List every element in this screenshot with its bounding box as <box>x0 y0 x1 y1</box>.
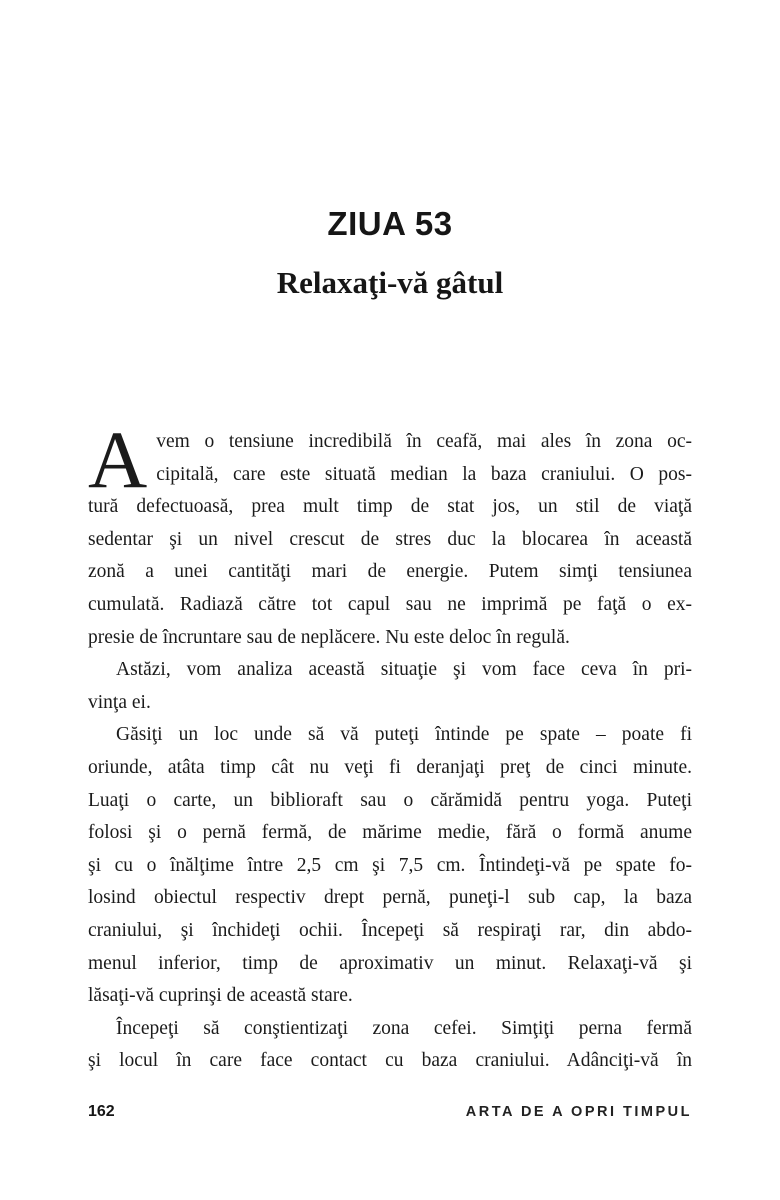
text-line: vinţa ei. <box>88 691 151 713</box>
text-line: losind obiectul respectiv drept pernă, puneţi-l sub cap, la baza <box>88 887 692 909</box>
text-line: zonă a unei cantităţi mari de energie. Putem simţi tensiunea <box>88 561 692 583</box>
paragraph <box>88 1013 692 1078</box>
text-line: şi cu o înălţime între 2,5 cm şi 7,5 cm. Întindeţi-vă pe spate fo- <box>88 854 692 876</box>
text-line: cipitală, care este situată median la baza craniului. O pos- <box>156 463 692 485</box>
paragraph <box>88 719 692 1012</box>
drop-cap: A <box>88 414 148 505</box>
text-line: menul inferior, timp de aproximativ un minut. Relaxaţi-vă şi <box>88 952 692 974</box>
paragraph <box>88 654 692 719</box>
text-line: şi locul în care face contact cu baza craniului. Adânciţi-vă în <box>88 1050 692 1072</box>
paragraph <box>88 414 692 654</box>
running-title: ARTA DE A OPRI TIMPUL <box>465 1104 692 1120</box>
text-line: presie de încruntare sau de neplăcere. Nu este deloc în regulă. <box>88 626 570 648</box>
text-line: Găsiţi un loc unde să vă puteţi întinde pe spate – poate fi <box>116 724 692 746</box>
text-line: vem o tensiune incredibilă în ceafă, mai ales în zona oc- <box>156 431 692 452</box>
chapter-number: ZIUA 53 <box>327 205 453 242</box>
text-line: oriunde, atâta timp cât nu veţi fi deranjaţi preţ de cinci minute. <box>88 756 692 778</box>
text-line: Astăzi, vom analiza această situaţie şi vom face ceva în pri- <box>116 659 692 681</box>
page-footer <box>88 1103 692 1121</box>
text-line: sedentar şi un nivel crescut de stres duc la blocarea în această <box>88 528 692 550</box>
text-line: Începeţi să conştientizaţi zona cefei. Simţiţi perna fermă <box>116 1017 692 1039</box>
text-line: tură defectuoasă, prea mult timp de stat jos, un stil de viaţă <box>88 496 692 518</box>
chapter-title: Relaxaţi-vă gâtul <box>276 265 504 300</box>
text-line: lăsaţi-vă cuprinşi de această stare. <box>88 985 353 1007</box>
page-number: 162 <box>88 1103 115 1120</box>
body-text <box>88 414 692 1078</box>
text-line: cumulată. Radiază către tot capul sau ne imprimă pe faţă o ex- <box>88 593 692 615</box>
text-line: Luaţi o carte, un biblioraft sau o cărămidă pentru yoga. Puteţi <box>88 789 692 811</box>
text-line: folosi şi o pernă fermă, de mărime medie, fără o formă anume <box>88 822 692 844</box>
text-line: craniului, şi închideţi ochii. Începeţi să respiraţi rar, din abdo- <box>88 919 692 941</box>
